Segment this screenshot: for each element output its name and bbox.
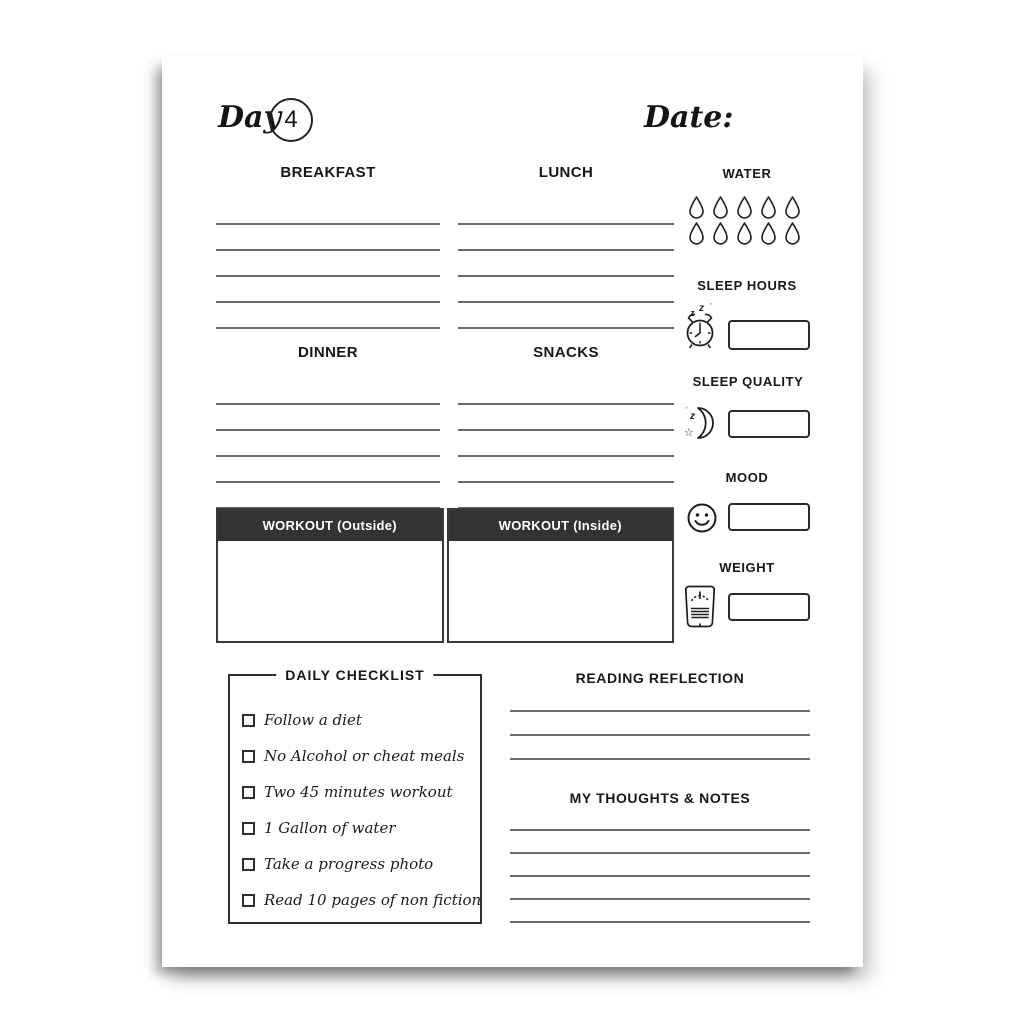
writing-line[interactable]	[458, 303, 674, 329]
breakfast-lines[interactable]	[216, 199, 440, 329]
checklist-item	[230, 774, 480, 810]
date-label: Date:	[644, 100, 734, 135]
smiley-face-icon	[686, 502, 718, 534]
writing-line[interactable]	[510, 854, 810, 877]
weight-label: WEIGHT	[719, 560, 775, 575]
workout-inside-header: WORKOUT (Inside)	[449, 510, 673, 541]
checklist-item-label: No Alcohol or cheat meals	[264, 747, 465, 765]
writing-line[interactable]	[458, 277, 674, 303]
thoughts-notes-title: MY THOUGHTS & NOTES	[569, 790, 751, 806]
mood-label: MOOD	[725, 470, 769, 485]
writing-line[interactable]	[510, 900, 810, 923]
checkbox[interactable]	[242, 858, 255, 871]
writing-line[interactable]	[458, 251, 674, 277]
day-number-badge: 4	[269, 98, 313, 142]
writing-line[interactable]	[458, 431, 674, 457]
sleep-quality-input-box[interactable]	[728, 410, 810, 438]
day-label: Day	[218, 100, 281, 135]
water-droplet-icon[interactable]	[784, 222, 801, 246]
writing-line[interactable]	[216, 303, 440, 329]
weight-input-box[interactable]	[728, 593, 810, 621]
dinner-title: DINNER	[298, 344, 358, 361]
sleep-quality-label: SLEEP QUALITY	[692, 374, 804, 389]
lunch-title: LUNCH	[538, 164, 594, 181]
water-droplet-row-1	[688, 196, 801, 220]
lunch-section	[458, 164, 674, 329]
dinner-lines[interactable]	[216, 379, 440, 509]
checklist-item-label: 1 Gallon of water	[264, 819, 396, 837]
water-droplet-icon[interactable]	[760, 196, 777, 220]
writing-line[interactable]	[458, 405, 674, 431]
water-label: WATER	[722, 166, 772, 181]
writing-line[interactable]	[510, 877, 810, 900]
checklist-item	[230, 810, 480, 846]
writing-line[interactable]	[510, 831, 810, 854]
dinner-section	[216, 344, 440, 509]
lunch-lines[interactable]	[458, 199, 674, 329]
svg-text:z: z	[690, 308, 695, 318]
workout-outside-header: WORKOUT (Outside)	[218, 510, 442, 541]
writing-line[interactable]	[510, 736, 810, 760]
checkbox[interactable]	[242, 750, 255, 763]
writing-line[interactable]	[510, 808, 810, 831]
water-droplet-icon[interactable]	[760, 222, 777, 246]
alarm-clock-icon	[684, 302, 722, 352]
writing-line[interactable]	[216, 405, 440, 431]
water-droplet-icon[interactable]	[736, 196, 753, 220]
workout-table	[216, 508, 674, 643]
snacks-title: SNACKS	[533, 344, 599, 361]
svg-text:': '	[686, 407, 688, 414]
writing-line[interactable]	[216, 431, 440, 457]
writing-line[interactable]	[216, 251, 440, 277]
daily-checklist-title: DAILY CHECKLIST	[276, 667, 433, 683]
workout-inside-entry-area[interactable]	[449, 541, 673, 641]
planner-page	[162, 56, 863, 967]
mood-input-box[interactable]	[728, 503, 810, 531]
water-droplet-row-2	[688, 222, 801, 246]
water-droplet-icon[interactable]	[712, 196, 729, 220]
sleeping-moon-icon	[683, 404, 719, 442]
writing-line[interactable]	[510, 688, 810, 712]
sleep-hours-label: SLEEP HOURS	[697, 278, 797, 293]
workout-inside-cell	[447, 508, 675, 643]
workout-outside-entry-area[interactable]	[218, 541, 442, 641]
svg-text:z: z	[699, 303, 704, 314]
water-droplet-icon[interactable]	[688, 196, 705, 220]
checklist-item-label: Follow a diet	[264, 711, 362, 729]
water-droplet-icon[interactable]	[712, 222, 729, 246]
writing-line[interactable]	[458, 225, 674, 251]
writing-line[interactable]	[458, 483, 674, 509]
snacks-section	[458, 344, 674, 509]
checkbox[interactable]	[242, 894, 255, 907]
checklist-item	[230, 738, 480, 774]
svg-text:z: z	[690, 411, 695, 422]
weight-scale-icon	[681, 584, 719, 630]
checklist-item	[230, 702, 480, 738]
checkbox[interactable]	[242, 714, 255, 727]
snacks-lines[interactable]	[458, 379, 674, 509]
sleep-hours-input-box[interactable]	[728, 320, 810, 350]
water-droplet-icon[interactable]	[784, 196, 801, 220]
svg-text:☆: ☆	[684, 427, 694, 439]
writing-line[interactable]	[216, 225, 440, 251]
writing-line[interactable]	[216, 457, 440, 483]
thoughts-notes-lines[interactable]	[510, 808, 810, 923]
checkbox[interactable]	[242, 786, 255, 799]
daily-checklist-box	[228, 667, 482, 924]
water-droplet-icon[interactable]	[736, 222, 753, 246]
writing-line[interactable]	[458, 457, 674, 483]
writing-line[interactable]	[458, 379, 674, 405]
svg-text:': '	[710, 302, 712, 311]
reading-reflection-title: READING REFLECTION	[575, 670, 745, 686]
workout-outside-cell	[216, 508, 444, 643]
checklist-item-label: Read 10 pages of non fiction	[264, 891, 482, 909]
checklist-item	[230, 882, 480, 918]
writing-line[interactable]	[216, 483, 440, 509]
checklist-item-label: Take a progress photo	[264, 855, 434, 873]
reading-reflection-lines[interactable]	[510, 688, 810, 760]
breakfast-title: BREAKFAST	[280, 164, 376, 181]
checklist-item-label: Two 45 minutes workout	[264, 783, 453, 801]
water-droplet-icon[interactable]	[688, 222, 705, 246]
writing-line[interactable]	[216, 379, 440, 405]
checkbox[interactable]	[242, 822, 255, 835]
breakfast-section	[216, 164, 440, 329]
writing-line[interactable]	[216, 277, 440, 303]
writing-line[interactable]	[510, 712, 810, 736]
writing-line[interactable]	[458, 199, 674, 225]
checklist-item	[230, 846, 480, 882]
writing-line[interactable]	[216, 199, 440, 225]
